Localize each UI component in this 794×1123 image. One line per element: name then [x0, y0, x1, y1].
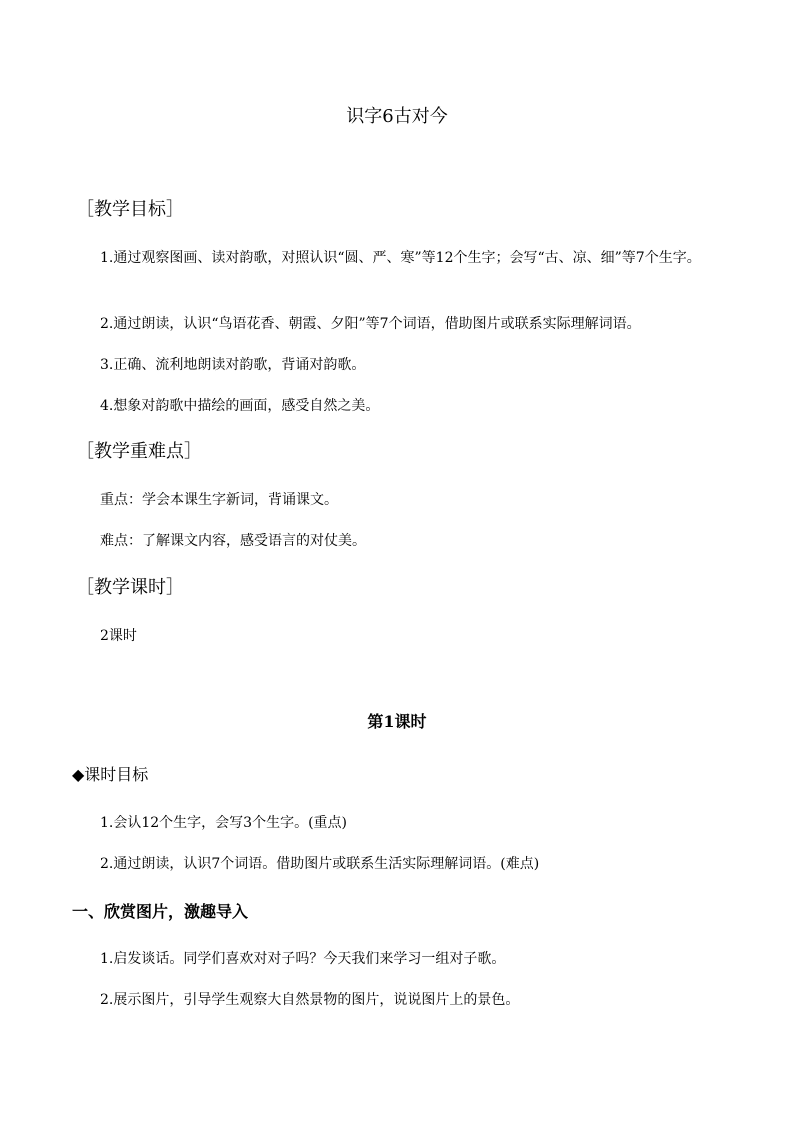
part1-item-1: 1.启发谈话。同学们喜欢对对子吗？今天我们来学习一组对子歌。: [100, 951, 506, 967]
lesson1-objective-1: 1.会认12个生字，会写3个生字。(重点): [100, 815, 348, 831]
key-point-difficulty: 难点：了解课文内容，感受语言的对仗美。: [100, 533, 366, 549]
goals-heading: ［教学目标］: [76, 199, 184, 220]
lesson1-title: 第1课时: [367, 712, 427, 731]
part1-heading: 一、欣赏图片，激趣导入: [72, 902, 249, 921]
goal-item-3: 3.正确、流利地朗读对韵歌，背诵对韵歌。: [100, 357, 366, 373]
goal-item-1: 1.通过观察图画、读对韵歌，对照认识“圆、严、寒”等12个生字；会写“古、凉、细”等7个生字。: [100, 250, 701, 266]
hours-value: 2课时: [100, 628, 137, 644]
key-point-focus: 重点：学会本课生字新词，背诵课文。: [100, 492, 338, 508]
part1-item-2: 2.展示图片，引导学生观察大自然景物的图片，说说图片上的景色。: [100, 992, 520, 1008]
lesson1-objective-2: 2.通过朗读，认识7个词语。借助图片或联系生活实际理解词语。(难点): [100, 856, 540, 872]
key-points-heading: ［教学重难点］: [76, 441, 202, 462]
lesson1-objectives-heading: ◆课时目标: [72, 765, 149, 784]
document-title: 识字6古对今: [346, 106, 448, 127]
hours-heading: ［教学课时］: [76, 577, 184, 598]
goal-item-2: 2.通过朗读，认识“鸟语花香、朝霞、夕阳”等7个词语，借助图片或联系实际理解词语。: [100, 316, 641, 332]
goal-item-4: 4.想象对韵歌中描绘的画面，感受自然之美。: [100, 398, 380, 414]
